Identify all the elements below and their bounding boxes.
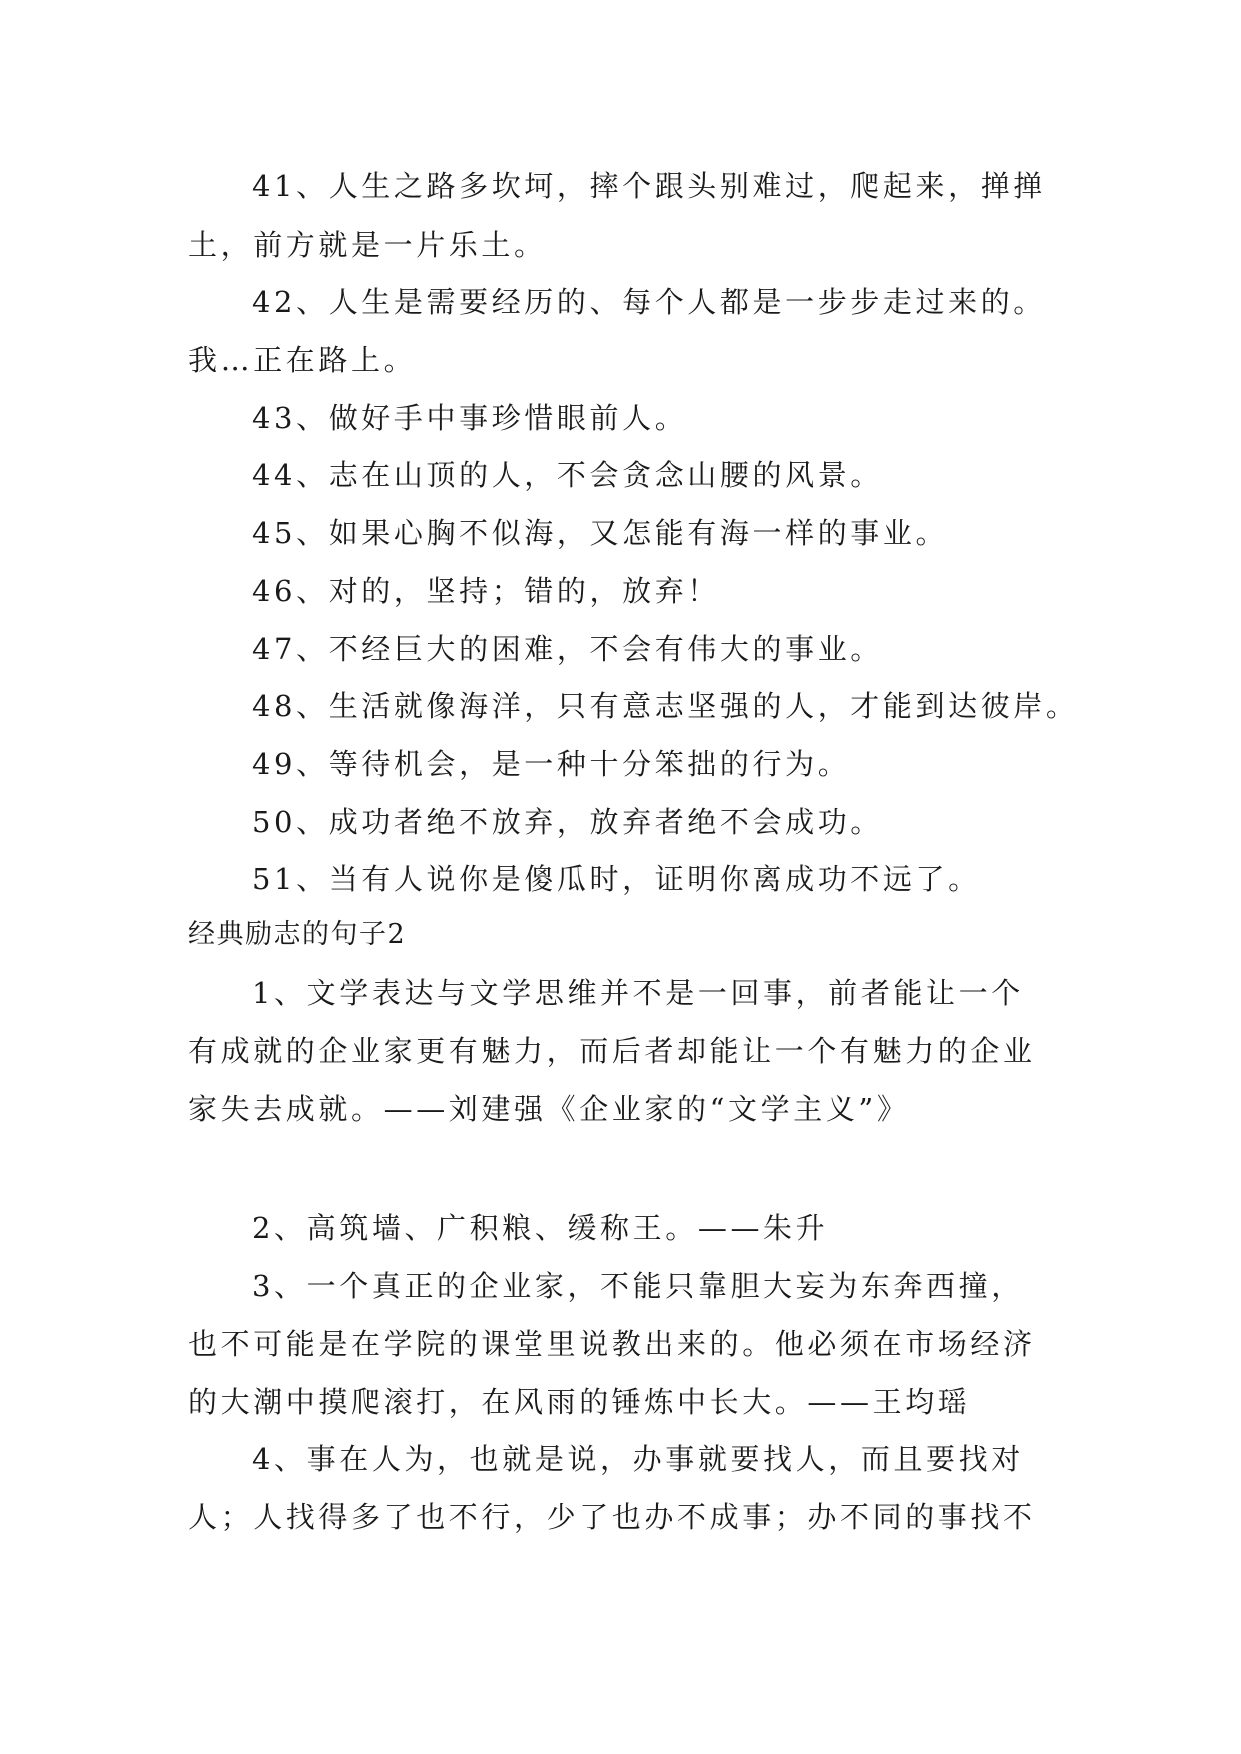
quote-1-line-1: 1、文学表达与文学思维并不是一回事，前者能让一个 [252, 976, 1024, 1010]
quote-48: 48、生活就像海洋，只有意志坚强的人，才能到达彼岸。 [252, 689, 1079, 723]
quote-51: 51、当有人说你是傻瓜时，证明你离成功不远了。 [252, 862, 981, 896]
section-heading: 经典励志的句子2 [188, 919, 407, 950]
quote-46: 46、对的，坚持；错的，放弃！ [252, 574, 720, 608]
quote-2: 2、高筑墙、广积粮、缓称王。——朱升 [252, 1211, 829, 1245]
quote-1-line-3: 家失去成就。——刘建强《企业家的“文学主义”》 [188, 1092, 910, 1126]
quote-41-line-2: 土，前方就是一片乐土。 [188, 228, 547, 262]
quote-50: 50、成功者绝不放弃，放弃者绝不会成功。 [252, 805, 883, 839]
quote-42-line-1: 42、人生是需要经历的、每个人都是一步步走过来的。 [252, 285, 1046, 319]
quote-1-line-2: 有成就的企业家更有魅力，而后者却能让一个有魅力的企业 [188, 1034, 1036, 1068]
quote-4-line-2: 人；人找得多了也不行，少了也办不成事；办不同的事找不 [188, 1500, 1036, 1534]
quote-3-line-3: 的大潮中摸爬滚打，在风雨的锤炼中长大。——王均瑶 [188, 1385, 971, 1419]
quote-44: 44、志在山顶的人，不会贪念山腰的风景。 [252, 458, 883, 492]
quote-43: 43、做好手中事珍惜眼前人。 [252, 401, 688, 435]
quote-3-line-2: 也不可能是在学院的课堂里说教出来的。他必须在市场经济 [188, 1327, 1036, 1361]
quote-42-line-2: 我…正在路上。 [188, 343, 417, 377]
quote-4-line-1: 4、事在人为，也就是说，办事就要找人，而且要找对 [252, 1442, 1024, 1476]
quote-41-line-1: 41、人生之路多坎坷，摔个跟头别难过，爬起来，掸掸 [252, 169, 1046, 203]
quote-47: 47、不经巨大的困难，不会有伟大的事业。 [252, 632, 883, 666]
quote-49: 49、等待机会，是一种十分笨拙的行为。 [252, 747, 851, 781]
quote-3-line-1: 3、一个真正的企业家，不能只靠胆大妄为东奔西撞， [252, 1269, 1024, 1303]
quote-45: 45、如果心胸不似海，又怎能有海一样的事业。 [252, 516, 949, 550]
